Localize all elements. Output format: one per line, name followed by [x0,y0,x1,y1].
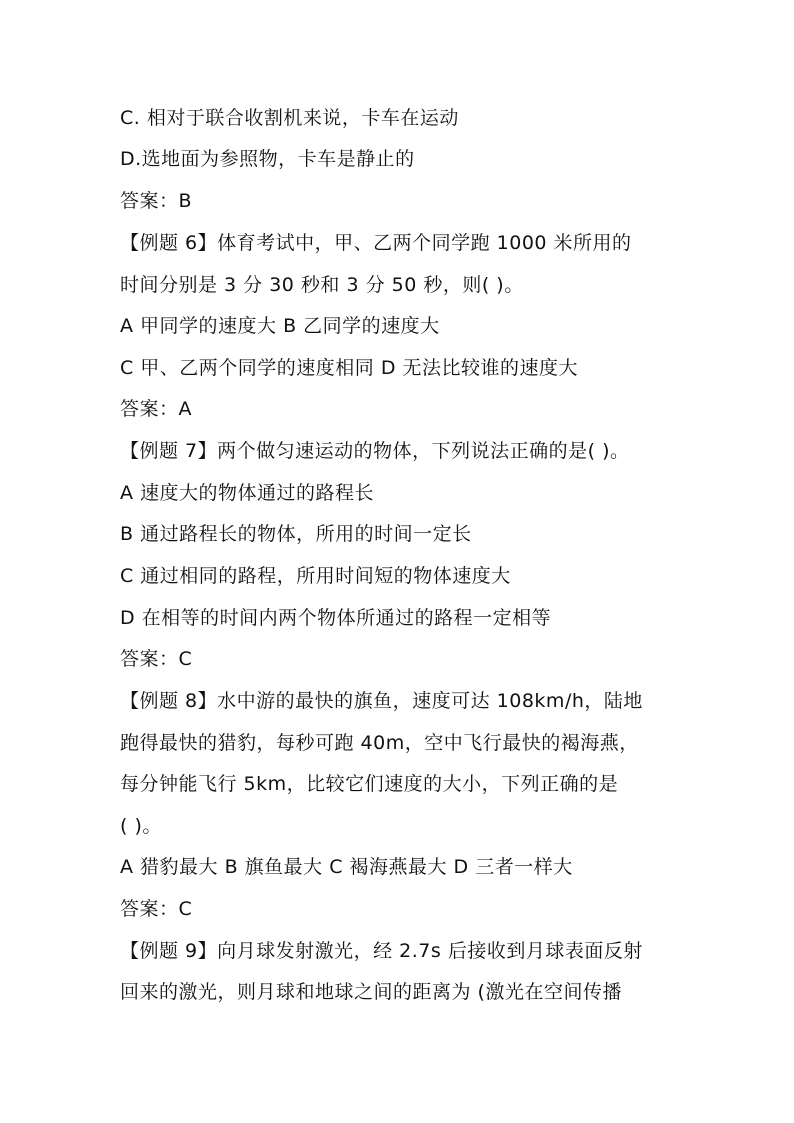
answer-line: 答案：C [120,898,193,920]
option-line: B 通过路程长的物体，所用的时间一定长 [120,523,472,545]
text-line: C. 相对于联合收割机来说，卡车在运动 [120,107,459,129]
option-line: A 速度大的物体通过的路程长 [120,482,375,504]
option-line: C 甲、乙两个同学的速度相同 D 无法比较谁的速度大 [120,357,579,379]
option-line: A 甲同学的速度大 B 乙同学的速度大 [120,315,440,337]
text-line: 每分钟能飞行 5km，比较它们速度的大小，下列正确的是 [120,773,619,795]
text-line: ( )。 [120,815,162,837]
text-line: D.选地面为参照物，卡车是静止的 [120,148,415,170]
answer-line: 答案：B [120,190,193,212]
text-line: 回来的激光，则月球和地球之间的距离为 (激光在空间传播 [120,981,622,1003]
question-line: 【例题 8】水中游的最快的旗鱼，速度可达 108km/h，陆地 [120,690,643,712]
option-line: C 通过相同的路程，所用时间短的物体速度大 [120,565,511,587]
option-line: A 猎豹最大 B 旗鱼最大 C 褐海燕最大 D 三者一样大 [120,856,573,878]
question-line: 【例题 9】向月球发射激光，经 2.7s 后接收到月球表面反射 [120,940,643,962]
text-line: 跑得最快的猎豹，每秒可跑 40m，空中飞行最快的褐海燕， [120,732,639,754]
option-line: D 在相等的时间内两个物体所通过的路程一定相等 [120,607,552,629]
answer-line: 答案：C [120,648,193,670]
question-line: 【例题 6】体育考试中，甲、乙两个同学跑 1000 米所用的 [120,232,632,254]
question-line: 【例题 7】两个做匀速运动的物体，下列说法正确的是( )。 [120,440,630,462]
answer-line: 答案：A [120,398,192,420]
text-line: 时间分别是 3 分 30 秒和 3 分 50 秒，则( )。 [120,274,524,296]
